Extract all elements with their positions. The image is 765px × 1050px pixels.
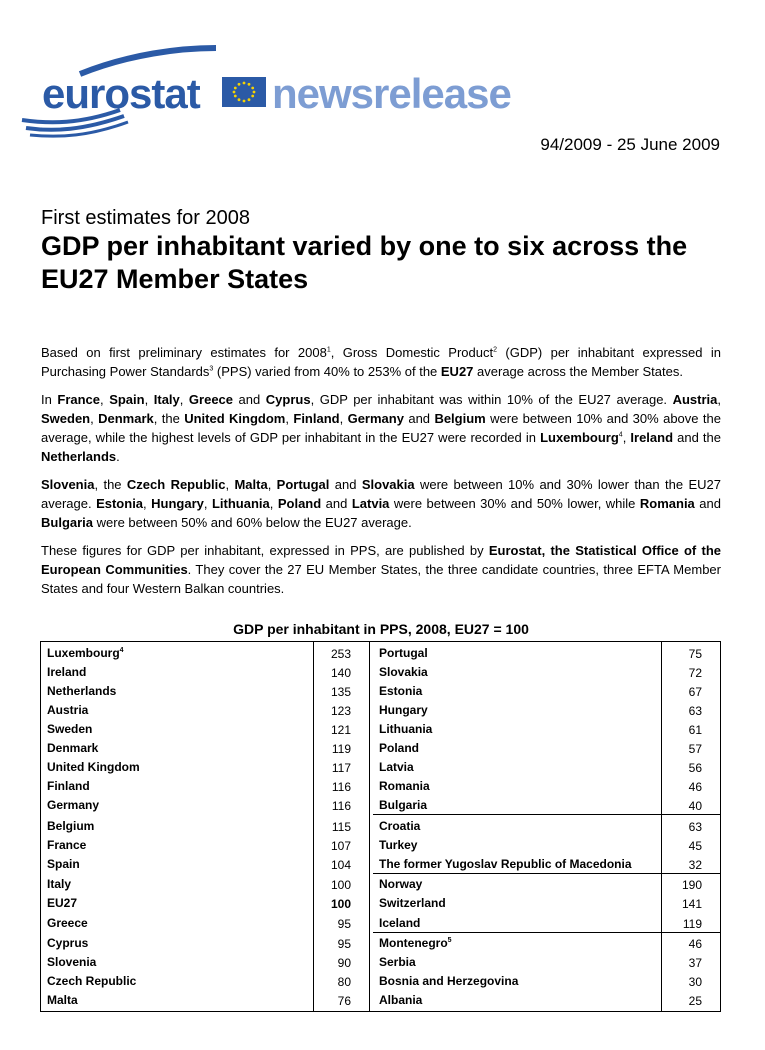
gdp-value: 253	[330, 647, 351, 661]
gdp-value: 123	[330, 704, 351, 718]
gdp-value: 95	[337, 917, 351, 931]
country-name: Latvia	[379, 760, 414, 774]
table-row	[41, 893, 369, 912]
gdp-value: 63	[688, 704, 702, 718]
country-name: Croatia	[379, 819, 421, 833]
paragraph-2: In France, Spain, Italy, Greece and Cyprus, GDP per inhabitant was within 10% of the EU27 average. Austria, Sweden, Denmark, the United Kingdom, Finland, Germany and Belgium were between 10% and 30% above the average, while the highest levels of GDP per inhabitant in the EU27 were recorded in Luxembourg$^4$, Ireland and the Netherlands.	[41, 392, 721, 464]
gdp-value: 61	[688, 723, 702, 737]
logo-newsrelease-text: newsrelease	[272, 70, 511, 117]
country-name: Lithuania	[379, 722, 433, 736]
table-row	[373, 933, 720, 952]
country-name: Malta	[47, 993, 78, 1007]
gdp-value: 141	[681, 897, 702, 911]
gdp-value: 100	[330, 897, 351, 911]
table-row	[373, 643, 720, 662]
group-separator	[373, 814, 720, 815]
table-row	[41, 913, 369, 932]
gdp-value: 63	[688, 820, 702, 834]
table-row	[41, 776, 369, 795]
gdp-value: 30	[688, 975, 702, 989]
gdp-value: 45	[688, 839, 702, 853]
page-title: GDP per inhabitant varied by one to six across the EU27 Member States	[41, 231, 688, 294]
country-name: Sweden	[47, 722, 93, 736]
gdp-value: 135	[330, 685, 351, 699]
table-row	[41, 719, 369, 738]
country-name: Denmark	[47, 741, 99, 755]
table-row	[373, 776, 720, 795]
gdp-value: 95	[337, 937, 351, 951]
gdp-value: 46	[688, 780, 702, 794]
country-name: The former Yugoslav Republic of Macedonia	[379, 857, 632, 871]
gdp-value: 90	[337, 956, 351, 970]
country-name: EU27	[47, 896, 78, 910]
table-row	[41, 662, 369, 681]
gdp-value: 115	[331, 820, 351, 834]
table-row	[41, 990, 369, 1009]
country-name: Luxembourg$^4$	[47, 646, 124, 660]
gdp-value: 75	[688, 647, 702, 661]
country-name: Germany	[47, 798, 100, 812]
gdp-value: 116	[331, 799, 351, 813]
country-name: Bulgaria	[379, 798, 428, 812]
paragraph-3: Slovenia, the Czech Republic, Malta, Portugal and Slovakia were between 10% and 30% lower than the EU27 average. Estonia, Hungary, Lithuania, Poland and Latvia were between 30% and 50% lower, while Romania and Bulgaria were between 50% and 60% below the EU27 average.	[41, 477, 721, 530]
table-row	[41, 700, 369, 719]
table-divider	[369, 642, 370, 1011]
gdp-value: 100	[330, 878, 351, 892]
country-name: Switzerland	[379, 896, 446, 910]
table-row	[373, 971, 720, 990]
country-name: Romania	[379, 779, 430, 793]
country-name: Slovenia	[47, 955, 97, 969]
country-name: Serbia	[379, 955, 416, 969]
country-name: Ireland	[47, 665, 87, 679]
table-row	[41, 681, 369, 700]
table-row	[373, 719, 720, 738]
table-row	[41, 933, 369, 952]
gdp-value: 25	[688, 994, 702, 1008]
table-row	[41, 971, 369, 990]
country-name: Spain	[47, 857, 80, 871]
gdp-value: 107	[330, 839, 351, 853]
group-separator	[373, 873, 720, 874]
gdp-value: 117	[331, 761, 351, 775]
country-name: United Kingdom	[47, 760, 140, 774]
country-name: Netherlands	[47, 684, 117, 698]
table-row	[373, 662, 720, 681]
table-left-column	[41, 642, 369, 1011]
table-row	[373, 681, 720, 700]
kicker: First estimates for 2008	[41, 207, 250, 229]
table-row	[373, 990, 720, 1009]
table-row	[41, 795, 369, 814]
gdp-value: 76	[337, 994, 351, 1008]
table-row	[41, 738, 369, 757]
gdp-value: 119	[331, 742, 351, 756]
gdp-value: 121	[330, 723, 351, 737]
table-row	[41, 835, 369, 854]
gdp-value: 119	[682, 917, 702, 931]
group-separator	[373, 932, 720, 933]
gdp-table	[40, 641, 721, 1012]
gdp-value: 37	[688, 956, 702, 970]
country-name: Montenegro$^5$	[379, 936, 452, 950]
paragraph-4: These figures for GDP per inhabitant, expressed in PPS, are published by Eurostat, the Statistical Office of the European Communities. They cover the 27 EU Member States, the three candidate countries, three EFTA Member States and four Western Balkan countries.	[41, 543, 721, 596]
country-name: Bosnia and Herzegovina	[379, 974, 519, 988]
country-name: Iceland	[379, 916, 421, 930]
country-name: Albania	[379, 993, 423, 1007]
country-name: Czech Republic	[47, 974, 137, 988]
table-row	[373, 738, 720, 757]
country-name: Finland	[47, 779, 90, 793]
country-name: France	[47, 838, 87, 852]
gdp-value: 57	[688, 742, 702, 756]
country-name: Turkey	[379, 838, 418, 852]
table-row	[41, 816, 369, 835]
gdp-value: 116	[331, 780, 351, 794]
country-name: Belgium	[47, 819, 95, 833]
table-row	[373, 816, 720, 835]
release-reference: 94/2009 - 25 June 2009	[540, 135, 720, 154]
table-row	[41, 952, 369, 971]
table-row	[41, 874, 369, 893]
gdp-value: 56	[688, 761, 702, 775]
country-name: Estonia	[379, 684, 423, 698]
table-row	[373, 913, 720, 932]
table-row	[41, 854, 369, 873]
table-title: GDP per inhabitant in PPS, 2008, EU27 = 100	[233, 621, 529, 637]
country-name: Italy	[47, 877, 72, 891]
table-row	[373, 795, 720, 814]
country-name: Cyprus	[47, 936, 89, 950]
eurostat-logo	[20, 40, 540, 140]
table-row	[41, 757, 369, 776]
table-row	[41, 643, 369, 662]
gdp-value: 46	[688, 937, 702, 951]
gdp-value: 67	[688, 685, 702, 699]
gdp-value: 140	[330, 666, 351, 680]
gdp-value: 190	[681, 878, 702, 892]
table-row	[373, 757, 720, 776]
logo-eurostat-text: eurostat	[42, 70, 200, 117]
gdp-value: 80	[337, 975, 351, 989]
table-row	[373, 893, 720, 912]
country-name: Austria	[47, 703, 89, 717]
table-row	[373, 700, 720, 719]
country-name: Greece	[47, 916, 88, 930]
eu-flag-icon	[222, 77, 266, 107]
gdp-value: 32	[688, 858, 702, 872]
country-name: Poland	[379, 741, 420, 755]
gdp-value: 104	[330, 858, 351, 872]
country-name: Portugal	[379, 646, 428, 660]
paragraph-1: Based on first preliminary estimates for 2008$^1$, Gross Domestic Product$^2$ (GDP) per inhabitant expressed in Purchasing Power Standards$^3$ (PPS) varied from 40% to 253% of the EU27 average across the Member States.	[41, 345, 721, 379]
country-name: Slovakia	[379, 665, 428, 679]
table-row	[373, 874, 720, 893]
table-row	[373, 835, 720, 854]
body-text	[41, 343, 721, 607]
table-row	[373, 952, 720, 971]
table-right-column	[373, 642, 720, 1011]
gdp-value: 40	[688, 799, 702, 813]
country-name: Norway	[379, 877, 423, 891]
table-row	[373, 854, 720, 873]
gdp-value: 72	[688, 666, 702, 680]
country-name: Hungary	[379, 703, 428, 717]
